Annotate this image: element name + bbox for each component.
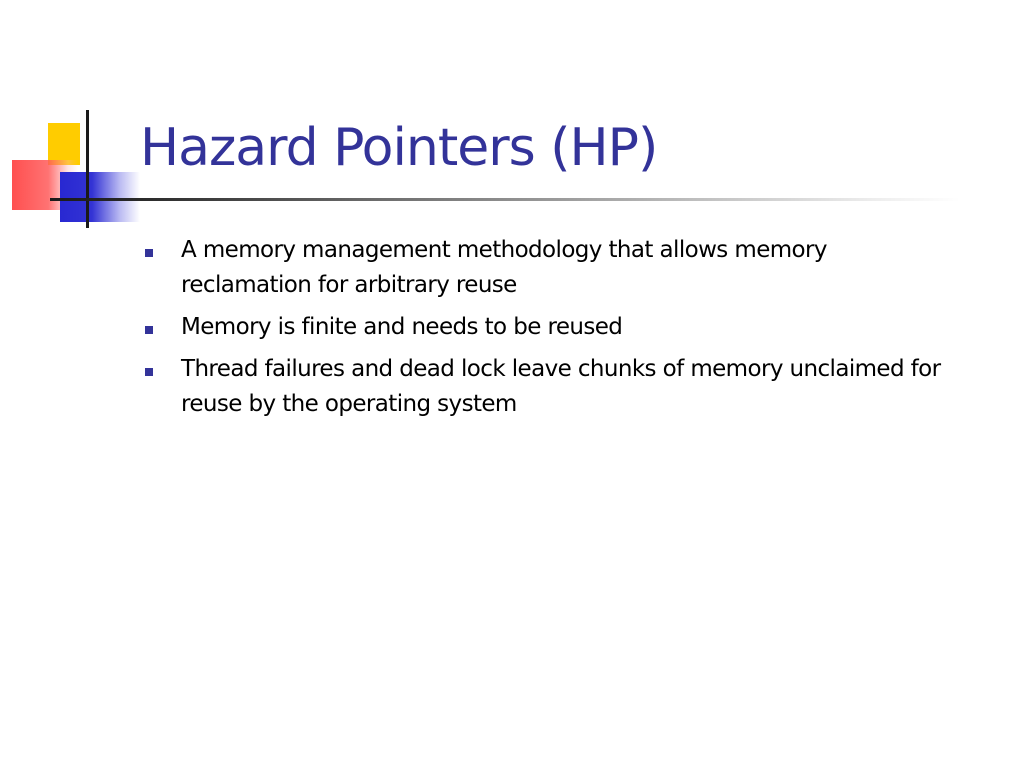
bullet-item: [145, 233, 945, 303]
square-bullet-icon: [145, 326, 153, 334]
yellow-square-decoration: [48, 123, 80, 165]
title-underline-rule: [50, 198, 960, 201]
square-bullet-icon: [145, 249, 153, 257]
bullet-text: Memory is finite and needs to be reused: [181, 314, 623, 340]
square-bullet-icon: [145, 368, 153, 376]
bullet-list: [145, 233, 945, 429]
slide-title: Hazard Pointers (HP): [140, 118, 658, 178]
bullet-text: A memory management methodology that allows memory reclamation for arbitrary reuse: [181, 237, 827, 298]
bullet-item: [145, 310, 945, 345]
vertical-rule-decoration: [86, 110, 89, 228]
corner-decoration: [0, 0, 150, 240]
blue-square-decoration: [60, 172, 140, 222]
bullet-text: Thread failures and dead lock leave chunks of memory unclaimed for reuse by the operating system: [181, 356, 941, 417]
bullet-item: [145, 352, 945, 422]
